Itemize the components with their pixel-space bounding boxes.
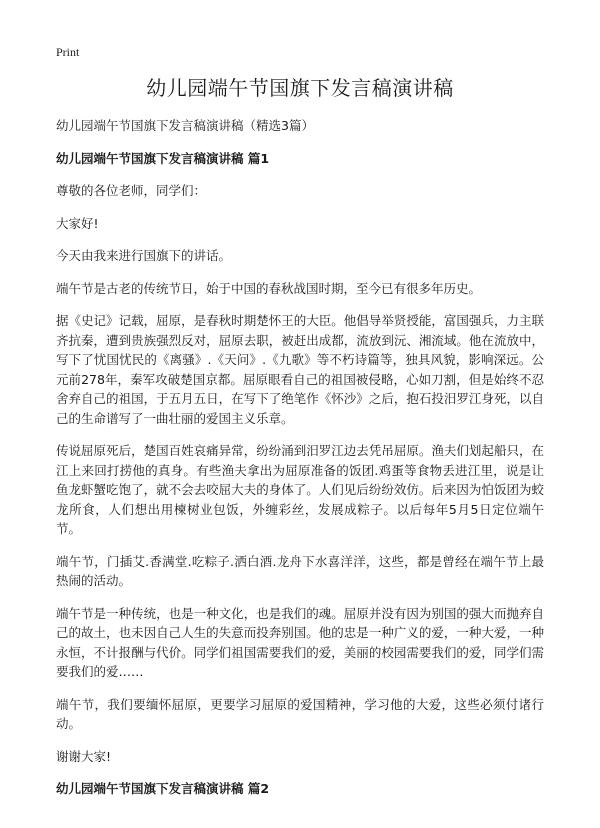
document-subtitle: 幼儿园端午节国旗下发言稿演讲稿（精选3篇） (56, 118, 314, 133)
section-heading-2: 幼儿园端午节国旗下发言稿演讲稿 篇2 (56, 781, 270, 796)
paragraph-hello: 大家好! (56, 215, 99, 231)
paragraph-action: 端午节，我们要缅怀屈原，更要学习屈原的爱国精神，学习他的大爱，这些必须付诸行动。 (56, 696, 544, 731)
section-heading-1: 幼儿园端午节国旗下发言稿演讲稿 篇1 (56, 150, 270, 166)
document-title: 幼儿园端午节国旗下发言稿演讲稿 (146, 76, 454, 100)
paragraph-legend: 传说屈原死后，楚国百姓哀痛异常，纷纷涌到汨罗江边去凭吊屈原。渔夫们划起船只，在江上来回打捞他的真身。有些渔夫拿出为屈原准备的饭团.鸡蛋等食物丢进江里，说是让鱼龙虾蟹吃饱了，就不会去咬屈大夫的身体了。人们见后纷纷效仿。后来因为怕饭团为蛟龙所食，人们想出用楝树业包饭，外缠彩丝，发展成粽子。以后每年5月5日定位端午节。 (56, 443, 544, 536)
paragraph-history: 端午节是古老的传统节日，始于中国的春秋战国时期，至今已有很多年历史。 (56, 280, 482, 296)
paragraph-intro: 今天由我来进行国旗下的讲话。 (56, 248, 232, 263)
print-label: Print (56, 45, 80, 59)
paragraph-customs: 端午节，门插艾.香满堂.吃粽子.洒白酒.龙舟下水喜洋洋，这些，都是曾经在端午节上最热闹的活动。 (56, 553, 544, 588)
paragraph-thanks: 谢谢大家! (56, 748, 112, 764)
paragraph-greeting: 尊敬的各位老师，同学们： (56, 183, 207, 198)
paragraph-culture: 端午节是一种传统，也是一种文化，也是我们的魂。屈原并没有因为别国的强大而抛弃自己的故土，也未因自己人生的失意而投奔别国。他的忠是一种广义的爱，一种大爱，一种永恒，不计报酬与代价。同学们祖国需要我们的爱，美丽的校园需要我们的爱，同学们需要我们的爱…… (56, 605, 544, 679)
paragraph-quyuan: 据《史记》记载，屈原，是春秋时期楚怀王的大臣。他倡导举贤授能，富国强兵，力主联齐抗秦，遭到贵族强烈反对，屈原去职，被赶出成都，流放到沅、湘流域。他在流放中，写下了忧国忧民的《离骚》.《天问》.《九歌》等不朽诗篇等，独具风貌，影响深远。公元前278年，秦军攻破楚国京都。屈原眼看自己的祖国被侵略，心如刀割，但是始终不忍舍弃自己的祖国，于五月五日，在写下了绝笔作《怀沙》之后，抱石投汨罗江身死，以自己的生命谱写了一曲壮丽的爱国主义乐章。 (56, 313, 544, 426)
